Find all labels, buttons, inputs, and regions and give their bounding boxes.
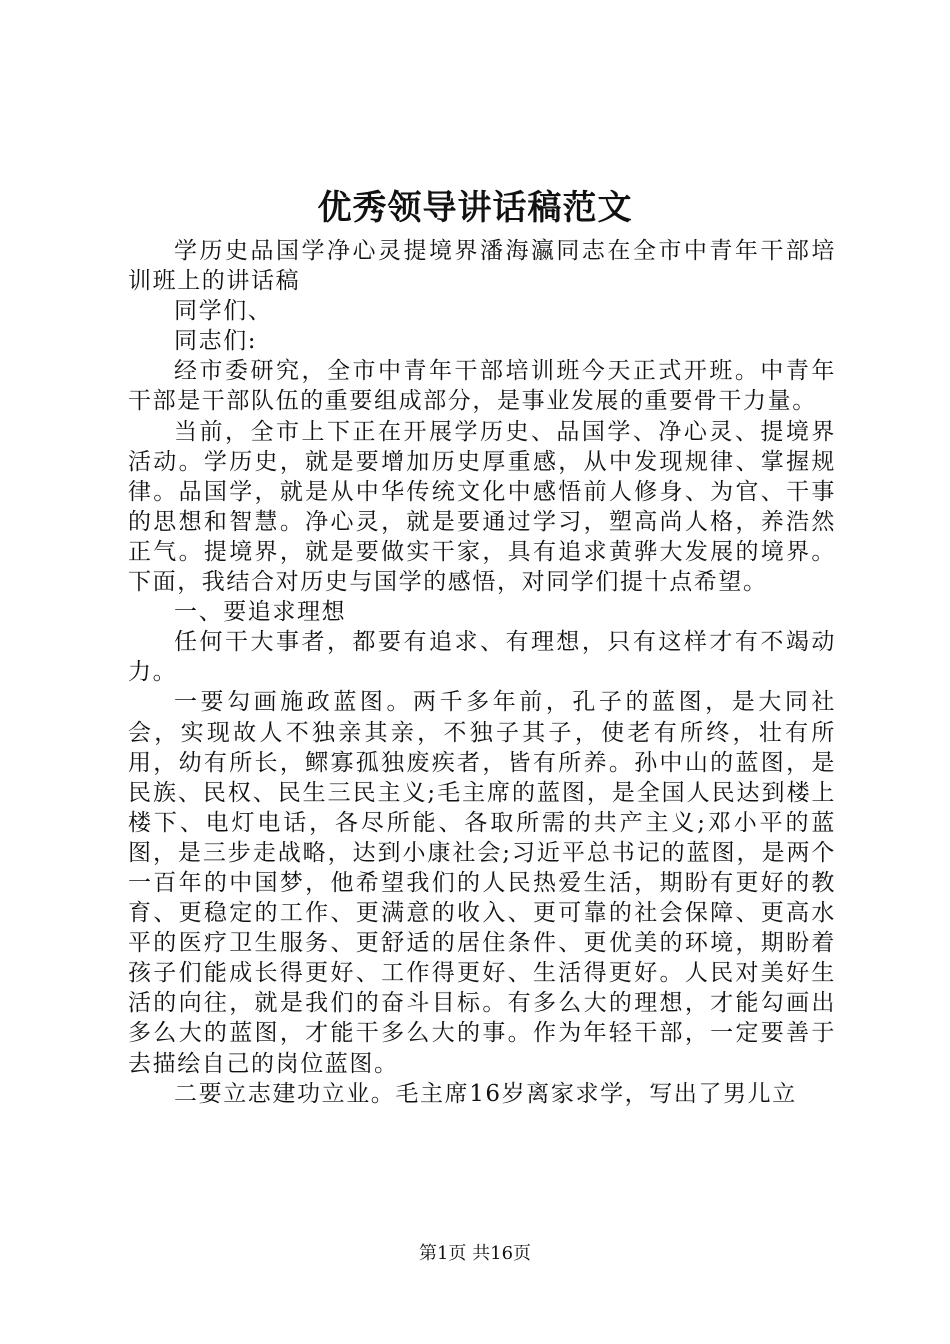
paragraph-salutation-students: 同学们、	[174, 298, 273, 325]
paragraph-blueprint: 一要勾画施政蓝图。两千多年前，孔子的蓝图，是大同社会，实现故人不独亲其亲，不独子其子，使老有所终，壮有所用，幼有所长，鳏寡孤独废疾者，皆有所养。孙中山的蓝图，是民族、民权、民生三民主义;毛主席的蓝图，是全国人民达到楼上楼下、电灯电话，各尽所能、各取所需的共产主义;邓小平的蓝图，是三步走战略，达到小康社会;习近平总书记的蓝图，是两个一百年的中国梦，他希望我们的人民热爱生活，期盼有更好的教育、更稳定的工作、更满意的收入、更可靠的社会保障、更高水平的医疗卫生服务、更舒适的居住条件、更优美的环境，期盼着孩子们能成长得更好、工作得更好、生活得更好。人民对美好生活的向往，就是我们的奋斗目标。有多么大的理想，才能勾画出多么大的蓝图，才能干多么大的事。作为年轻干部，一定要善于去描绘自己的岗位蓝图。	[128, 689, 836, 1077]
paragraph-current-activity: 当前，全市上下正在开展学历史、品国学、净心灵、提境界活动。学历史，就是要增加历史厚重感，从中发现规律、掌握规律。品国学，就是从中华传统文化中感悟前人修身、为官、干事的思想和智慧。净心灵，就是要通过学习，塑高尚人格，养浩然正气。提境界，就是要做实干家，具有追求黄骅大发展的境界。下面，我结合对历史与国学的感悟，对同学们提十点希望。	[128, 418, 836, 596]
paragraph-opening: 经市委研究，全市中青年干部培训班今天正式开班。中青年干部是干部队伍的重要组成部分，是事业发展的重要骨干力量。	[128, 358, 836, 415]
document-body	[128, 236, 836, 1109]
page-number-footer: 第1页 共16页	[418, 1243, 532, 1264]
paragraph-ideals-intro: 任何干大事者，都要有追求、有理想，只有这样才有不竭动力。	[128, 629, 836, 686]
section-heading-ideals: 一、要追求理想	[174, 599, 347, 626]
document-title: 优秀领导讲话稿范文	[317, 188, 633, 228]
paragraph-salutation-comrades: 同志们:	[174, 328, 258, 355]
paragraph-subtitle: 学历史品国学净心灵提境界潘海瀛同志在全市中青年干部培训班上的讲话稿	[128, 238, 836, 295]
paragraph-aspiration: 二要立志建功立业。毛主席16岁离家求学，写出了男儿立	[174, 1080, 797, 1107]
